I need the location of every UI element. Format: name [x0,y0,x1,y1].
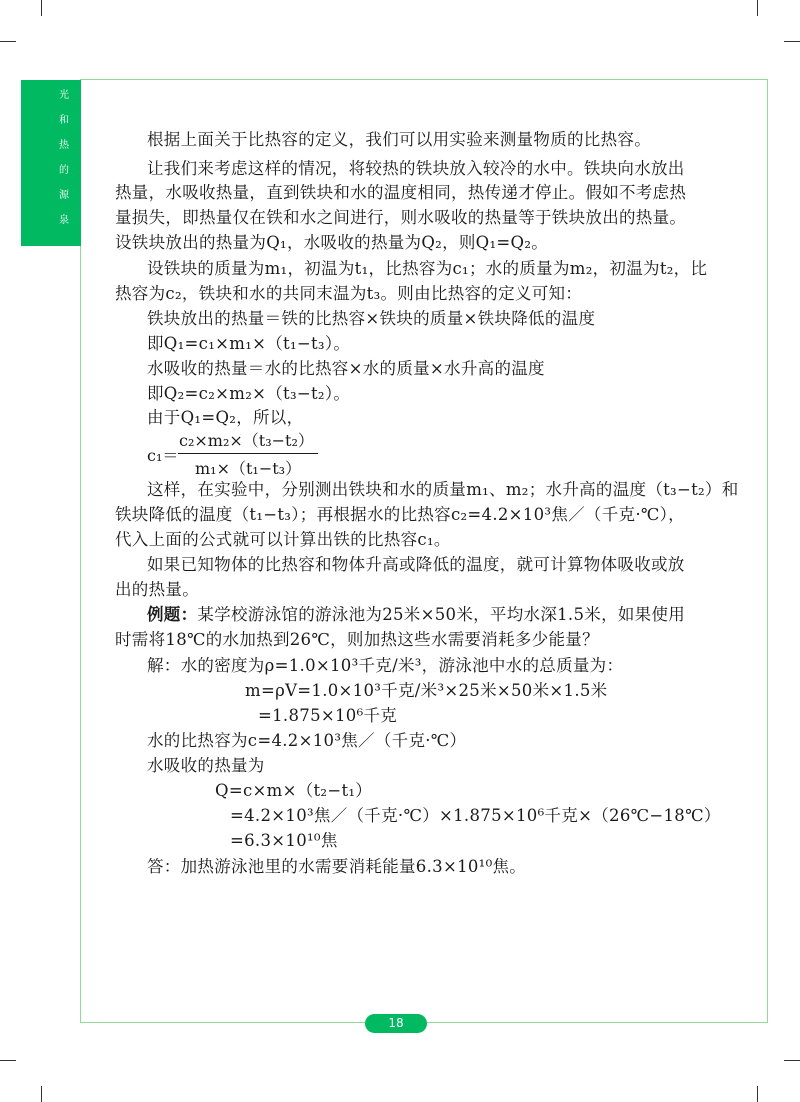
page-frame-right [767,79,768,1023]
body-line: 水吸收的热量＝水的比热容×水的质量×水升高的温度 [147,359,545,378]
crop-mark [0,41,16,42]
body-line: 铁块降低的温度（t₁−t₃）；再根据水的比热容c₂=4.2×10³焦／（千克·℃）， [115,505,685,524]
body-line: 出的热量。 [115,580,199,599]
body-line: 设铁块的质量为m₁，初温为t₁，比热容为c₁；水的质量为m₂，初温为t₂，比 [147,259,708,278]
body-line: 如果已知物体的比热容和物体升高或降低的温度，就可计算物体吸收或放 [147,555,685,574]
body-line: 这样，在实验中，分别测出铁块和水的质量m₁、m₂；水升高的温度（t₃−t₂）和 [147,480,739,499]
crop-mark [41,1086,42,1102]
equation-line: m=ρV=1.0×10³千克/米³×25米×50米×1.5米 [245,681,608,700]
body-line: 铁块放出的热量＝铁的比热容×铁块的质量×铁块降低的温度 [147,309,596,328]
body-line: 由于Q₁=Q₂，所以， [147,408,304,427]
chapter-side-tab [21,80,81,246]
equation-line: 即Q₂=c₂×m₂×（t₃−t₂）。 [147,384,351,403]
body-line: 设铁块放出的热量为Q₁，水吸收的热量为Q₂，则Q₁=Q₂。 [115,233,549,252]
chapter-tab-char: 源 [59,190,69,201]
crop-mark [757,1086,758,1102]
body-line: 根据上面关于比热容的定义，我们可以用实验来测量物质的比热容。 [147,130,651,149]
crop-mark [784,1060,800,1061]
example-label: 例题： [147,605,198,624]
crop-mark [757,0,758,16]
chapter-tab-char: 泉 [59,215,69,226]
example-text: 某学校游泳馆的游泳池为25米×50米，平均水深1.5米，如果使用 [197,605,686,624]
body-line: 水吸收的热量为 [147,756,265,775]
chapter-tab-char: 和 [59,115,69,126]
solution-line: 解：水的密度为ρ=1.0×10³千克/米³，游泳池中水的总质量为： [147,656,624,675]
crop-mark [0,1060,16,1061]
crop-mark [41,0,42,16]
formula-lhs: c₁＝ [147,446,179,465]
body-line: 热量，水吸收热量，直到铁块和水的温度相同，热传递才停止。假如不考虑热 [115,183,687,202]
formula-denominator: m₁×（t₁−t₃） [195,459,302,478]
formula-numerator: c₂×m₂×（t₃−t₂） [179,431,314,450]
specific-heat-formula [147,428,367,480]
equation-line: =4.2×10³焦／（千克·℃）×1.875×10⁶千克×（26℃−18℃） [230,806,721,825]
body-line: 让我们来考虑这样的情况，将较热的铁块放入较冷的水中。铁块向水放出 [147,159,685,178]
equation-line: 即Q₁=c₁×m₁×（t₁−t₃）。 [147,334,351,353]
equation-line: Q=c×m×（t₂−t₁） [215,781,373,800]
answer-line: 答：加热游泳池里的水需要消耗能量6.3×10¹⁰焦。 [147,857,527,876]
page-frame-left [80,245,81,1023]
body-line: 水的比热容为c=4.2×10³焦／（千克·℃） [147,731,467,750]
body-line: 代入上面的公式就可以计算出铁的比热容c₁。 [115,530,451,549]
body-line: 时需将18℃的水加热到26℃，则加热这些水需要消耗多少能量？ [115,630,599,649]
chapter-tab-char: 光 [59,90,69,101]
body-line: 热容为c₂，铁块和水的共同末温为t₃。则由比热容的定义可知： [115,284,583,303]
page-frame-top [80,79,767,80]
fraction-bar [178,453,318,454]
example-line [147,603,685,627]
equation-line: =1.875×10⁶千克 [258,706,398,725]
body-line: 量损失，即热量仅在铁和水之间进行，则水吸收的热量等于铁块放出的热量。 [115,208,687,227]
crop-mark [784,41,800,42]
chapter-tab-char: 的 [59,165,69,176]
page-number: 18 [365,1014,427,1033]
equation-line: =6.3×10¹⁰焦 [230,831,338,850]
chapter-tab-char: 热 [59,140,69,151]
